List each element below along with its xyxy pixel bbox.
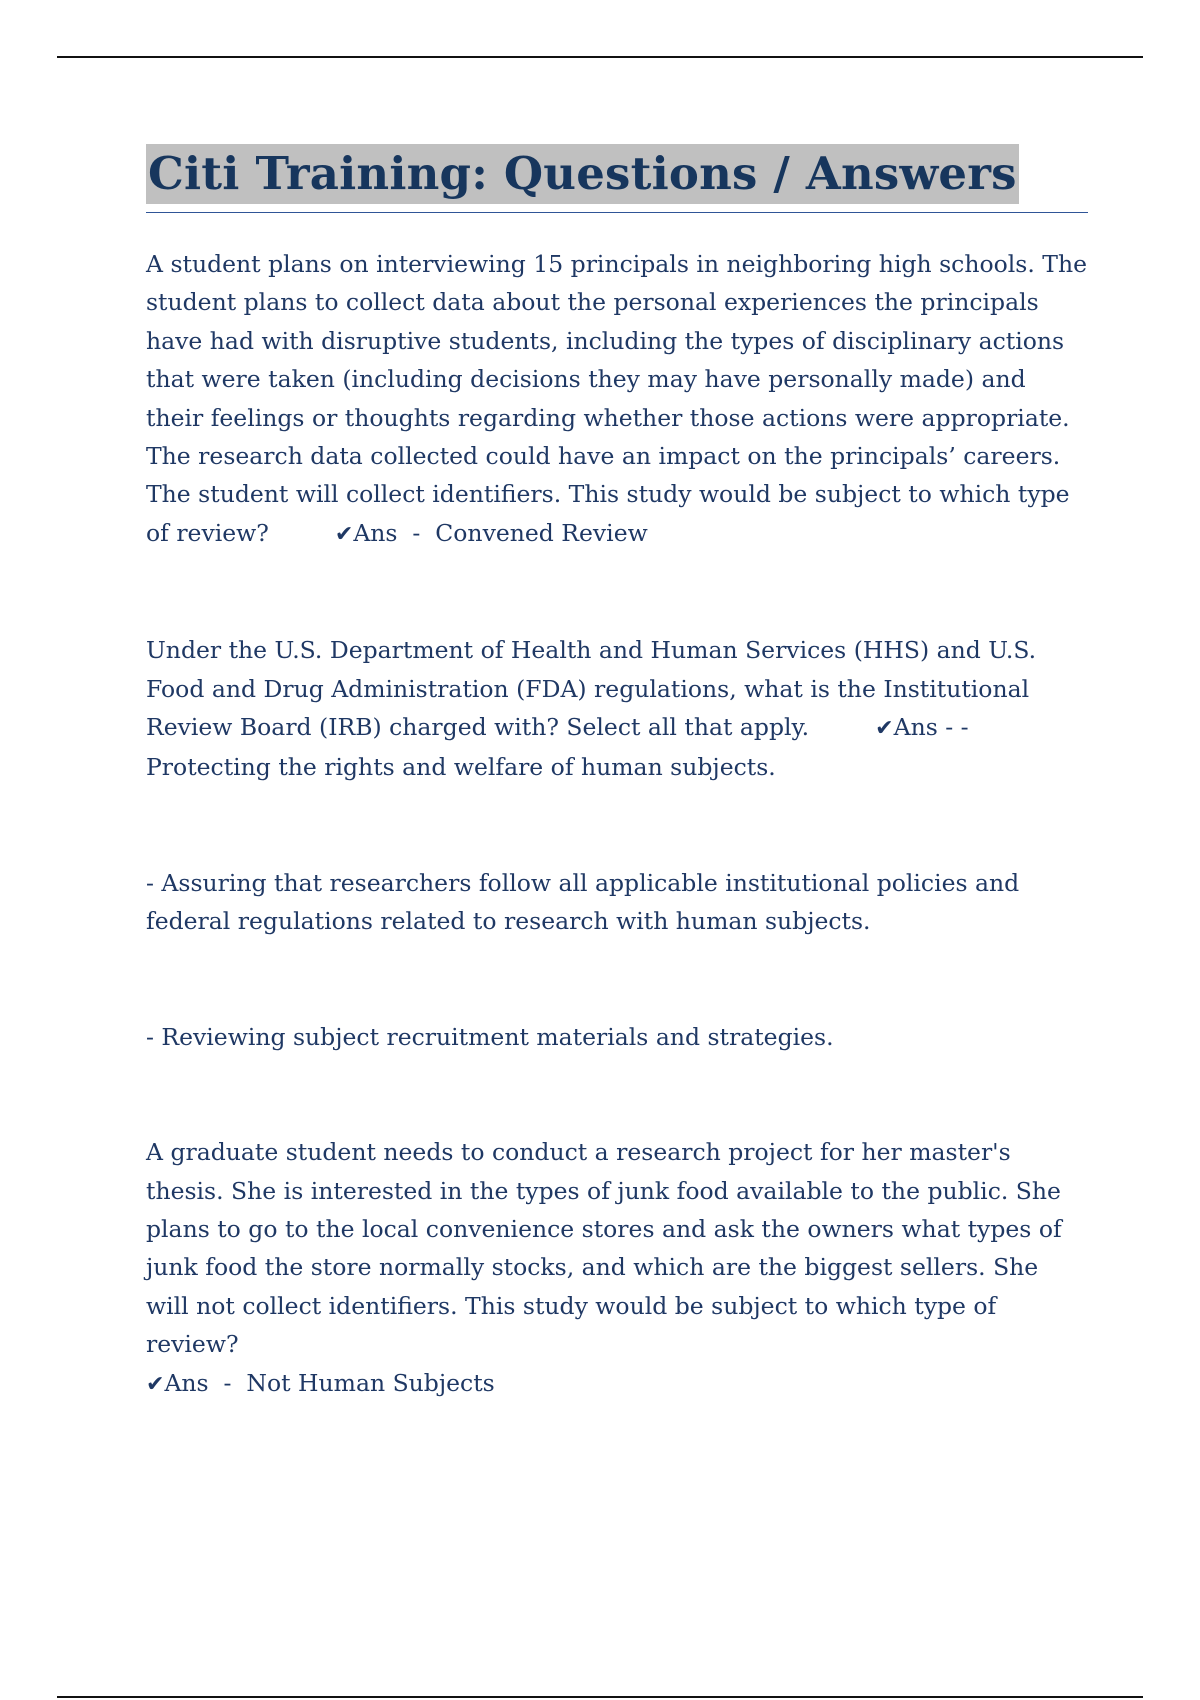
check-icon: ✔	[146, 1371, 165, 1397]
question-1-text: A student plans on interviewing 15 principals in neighboring high schools. The student plans to collect data about the personal experiences the principals have had with disruptive students, including the types of disciplinary actions that were taken (including decisions they may have personally made) and their feelings or thoughts regarding whether those actions were appropriate. The research data collected could have an impact on the principals’ careers. The student will collect identifiers. This study would be subject to which type of review?	[146, 250, 1087, 547]
question-1	[146, 245, 1088, 554]
check-icon: ✔	[875, 716, 894, 742]
bottom-divider	[57, 1696, 1143, 1698]
question-3-text: A graduate student needs to conduct a research project for her master's thesis. She is interested in the types of junk food available to the public. She plans to go to the local convenience stores and ask the owners what types of junk food the store normally stocks, and which are the biggest sellers. She will not collect identifiers. This study would be subject to which type of review?	[146, 1138, 1062, 1359]
answer-2-point-1: - Assuring that researchers follow all applicable institutional policies and federal regulations related to research with human subjects.	[146, 868, 1020, 936]
answer-2-text: Ans - - Protecting the rights and welfare of human subjects.	[146, 713, 969, 782]
check-icon: ✔	[334, 521, 354, 547]
question-2-text: Under the U.S. Department of Health and Human Services (HHS) and U.S. Food and Drug Administration (FDA) regulations, what is the Institutional Review Board (IRB) charged with? Select all that apply.	[146, 636, 1037, 742]
title-block	[146, 144, 1088, 213]
answer-2-point-2: - Reviewing subject recruitment materials and strategies.	[146, 1022, 834, 1051]
question-3	[146, 1133, 1088, 1404]
answer-3-text: Ans - Not Human Subjects	[164, 1368, 495, 1397]
page-title: Citi Training: Questions / Answers	[146, 144, 1019, 204]
answer-1-text: Ans - Convened Review	[353, 518, 648, 547]
question-2	[146, 631, 1088, 787]
document-body	[146, 144, 1088, 1404]
top-divider	[57, 56, 1143, 58]
